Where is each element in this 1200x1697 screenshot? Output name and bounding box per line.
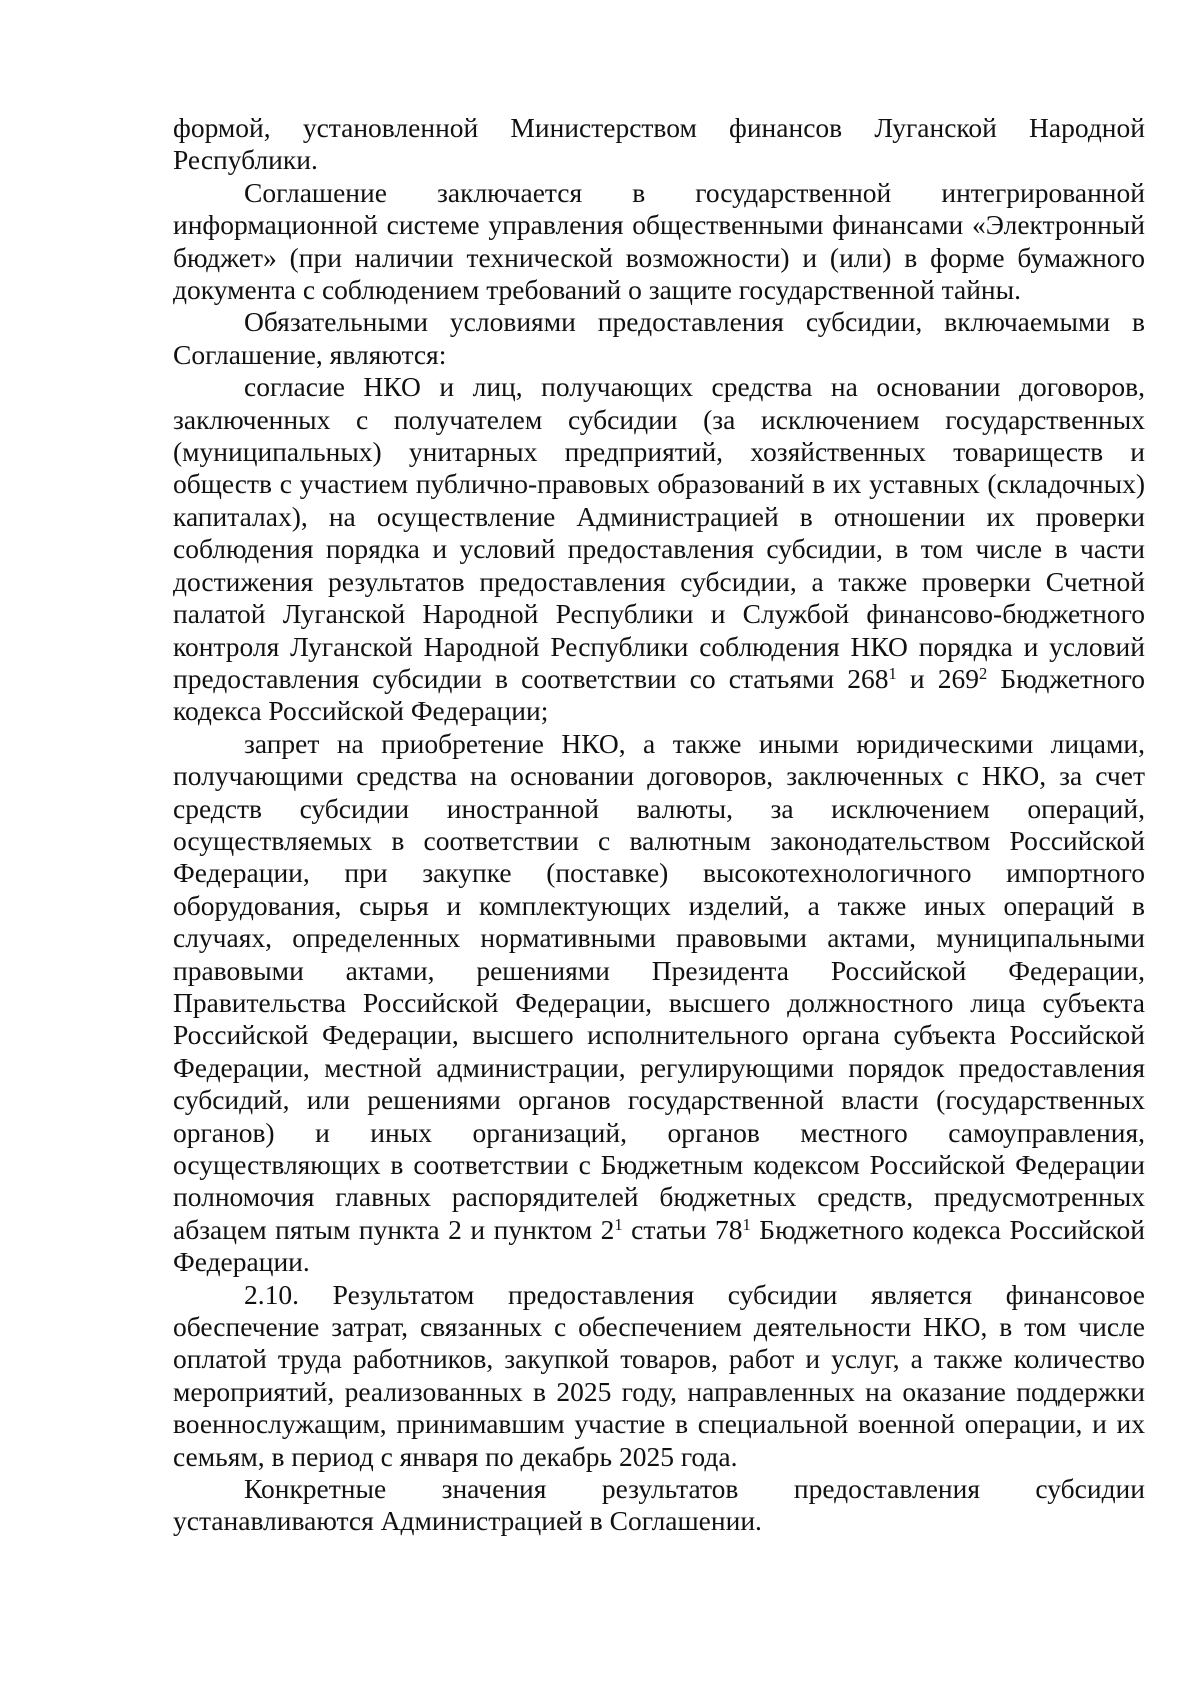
document-page (173, 112, 1145, 1538)
consent-text-part-2: и 269 (896, 662, 979, 694)
paragraph-specific-values: Конкретные значения результатов предоставления субсидии устанавливаются Администрацией в Соглашении. (173, 1473, 1145, 1537)
paragraph-agreement-conclusion: Соглашение заключается в государственной интегрированной информационной системе управления общественными финансами «Электронный бюджет» (при наличии технической возможности) и (или) в форме бумажного документа с соблюдением требований о защите государственной тайны. (173, 176, 1145, 306)
consent-text-part-3: Бюджетного кодекса Российской Федерации; (173, 662, 1145, 727)
paragraph-mandatory-conditions: Обязательными условиями предоставления субсидии, включаемыми в Соглашение, являются: (173, 306, 1145, 370)
consent-text-part-1: согласие НКО и лиц, получающих средства на основании договоров, заключенных с получателем субсидии (за исключением государственных (муниципальных) унитарных предприятий, хозяйственных товариществ и обществ с участием публично-правовых образований в их уставных (складочных) капиталах), на осуществление Администрацией в отношении их проверки соблюдения порядка и условий предоставления субсидии, в том числе в части достижения результатов предоставления субсидии, а также проверки Счетной палатой Луганской Народной Республики и Службой финансово-бюджетного контроля Луганской Народной Республики соблюдения НКО порядка и условий предоставления субсидии в соответствии со статьями 268 (173, 371, 1145, 694)
paragraph-continuation: формой, установленной Министерством финансов Луганской Народной Республики. (173, 112, 1145, 176)
prohibition-text-part-2: статьи 78 (622, 1213, 743, 1245)
superscript-article-78: 1 (742, 1214, 751, 1234)
superscript-article-269: 2 (979, 663, 988, 683)
prohibition-text-part-1: запрет на приобретение НКО, а также иными юридическими лицами, получающими средства на основании договоров, заключенных с НКО, за счет средств субсидии иностранной валюты, за исключением операций, осуществляемых в соответствии с валютным законодательством Российской Федерации, при закупке (поставке) высокотехнологичного импортного оборудования, сырья и комплектующих изделий, а также иных операций в случаях, определенных нормативными правовыми актами, муниципальными правовыми актами, решениями Президента Российской Федерации, Правительства Российской Федерации, высшего должностного лица субъекта Российской Федерации, высшего исполнительного органа субъекта Российской Федерации, местной администрации, регулирующими порядок предоставления субсидий, или решениями органов государственной власти (государственных органов) и иных организаций, органов местного самоуправления, осуществляющих в соответствии с Бюджетным кодексом Российской Федерации полномочия главных распорядителей бюджетных средств, предусмотренных абзацем пятым пункта 2 и пунктом 2 (173, 727, 1145, 1245)
prohibition-text-part-3: Бюджетного кодекса Российской Федерации. (173, 1213, 1145, 1278)
paragraph-consent-condition (173, 371, 1145, 727)
paragraph-section-2-10-result: 2.10. Результатом предоставления субсидии является финансовое обеспечение затрат, связанных с обеспечением деятельности НКО, в том числе оплатой труда работников, закупкой товаров, работ и услуг, а также количество мероприятий, реализованных в 2025 году, направленных на оказание поддержки военнослужащим, принимавшим участие в специальной военной операции, и их семьям, в период с января по декабрь 2025 года. (173, 1278, 1145, 1472)
paragraph-currency-prohibition (173, 728, 1145, 1279)
superscript-point-2: 1 (614, 1214, 623, 1234)
superscript-article-268: 1 (888, 663, 897, 683)
